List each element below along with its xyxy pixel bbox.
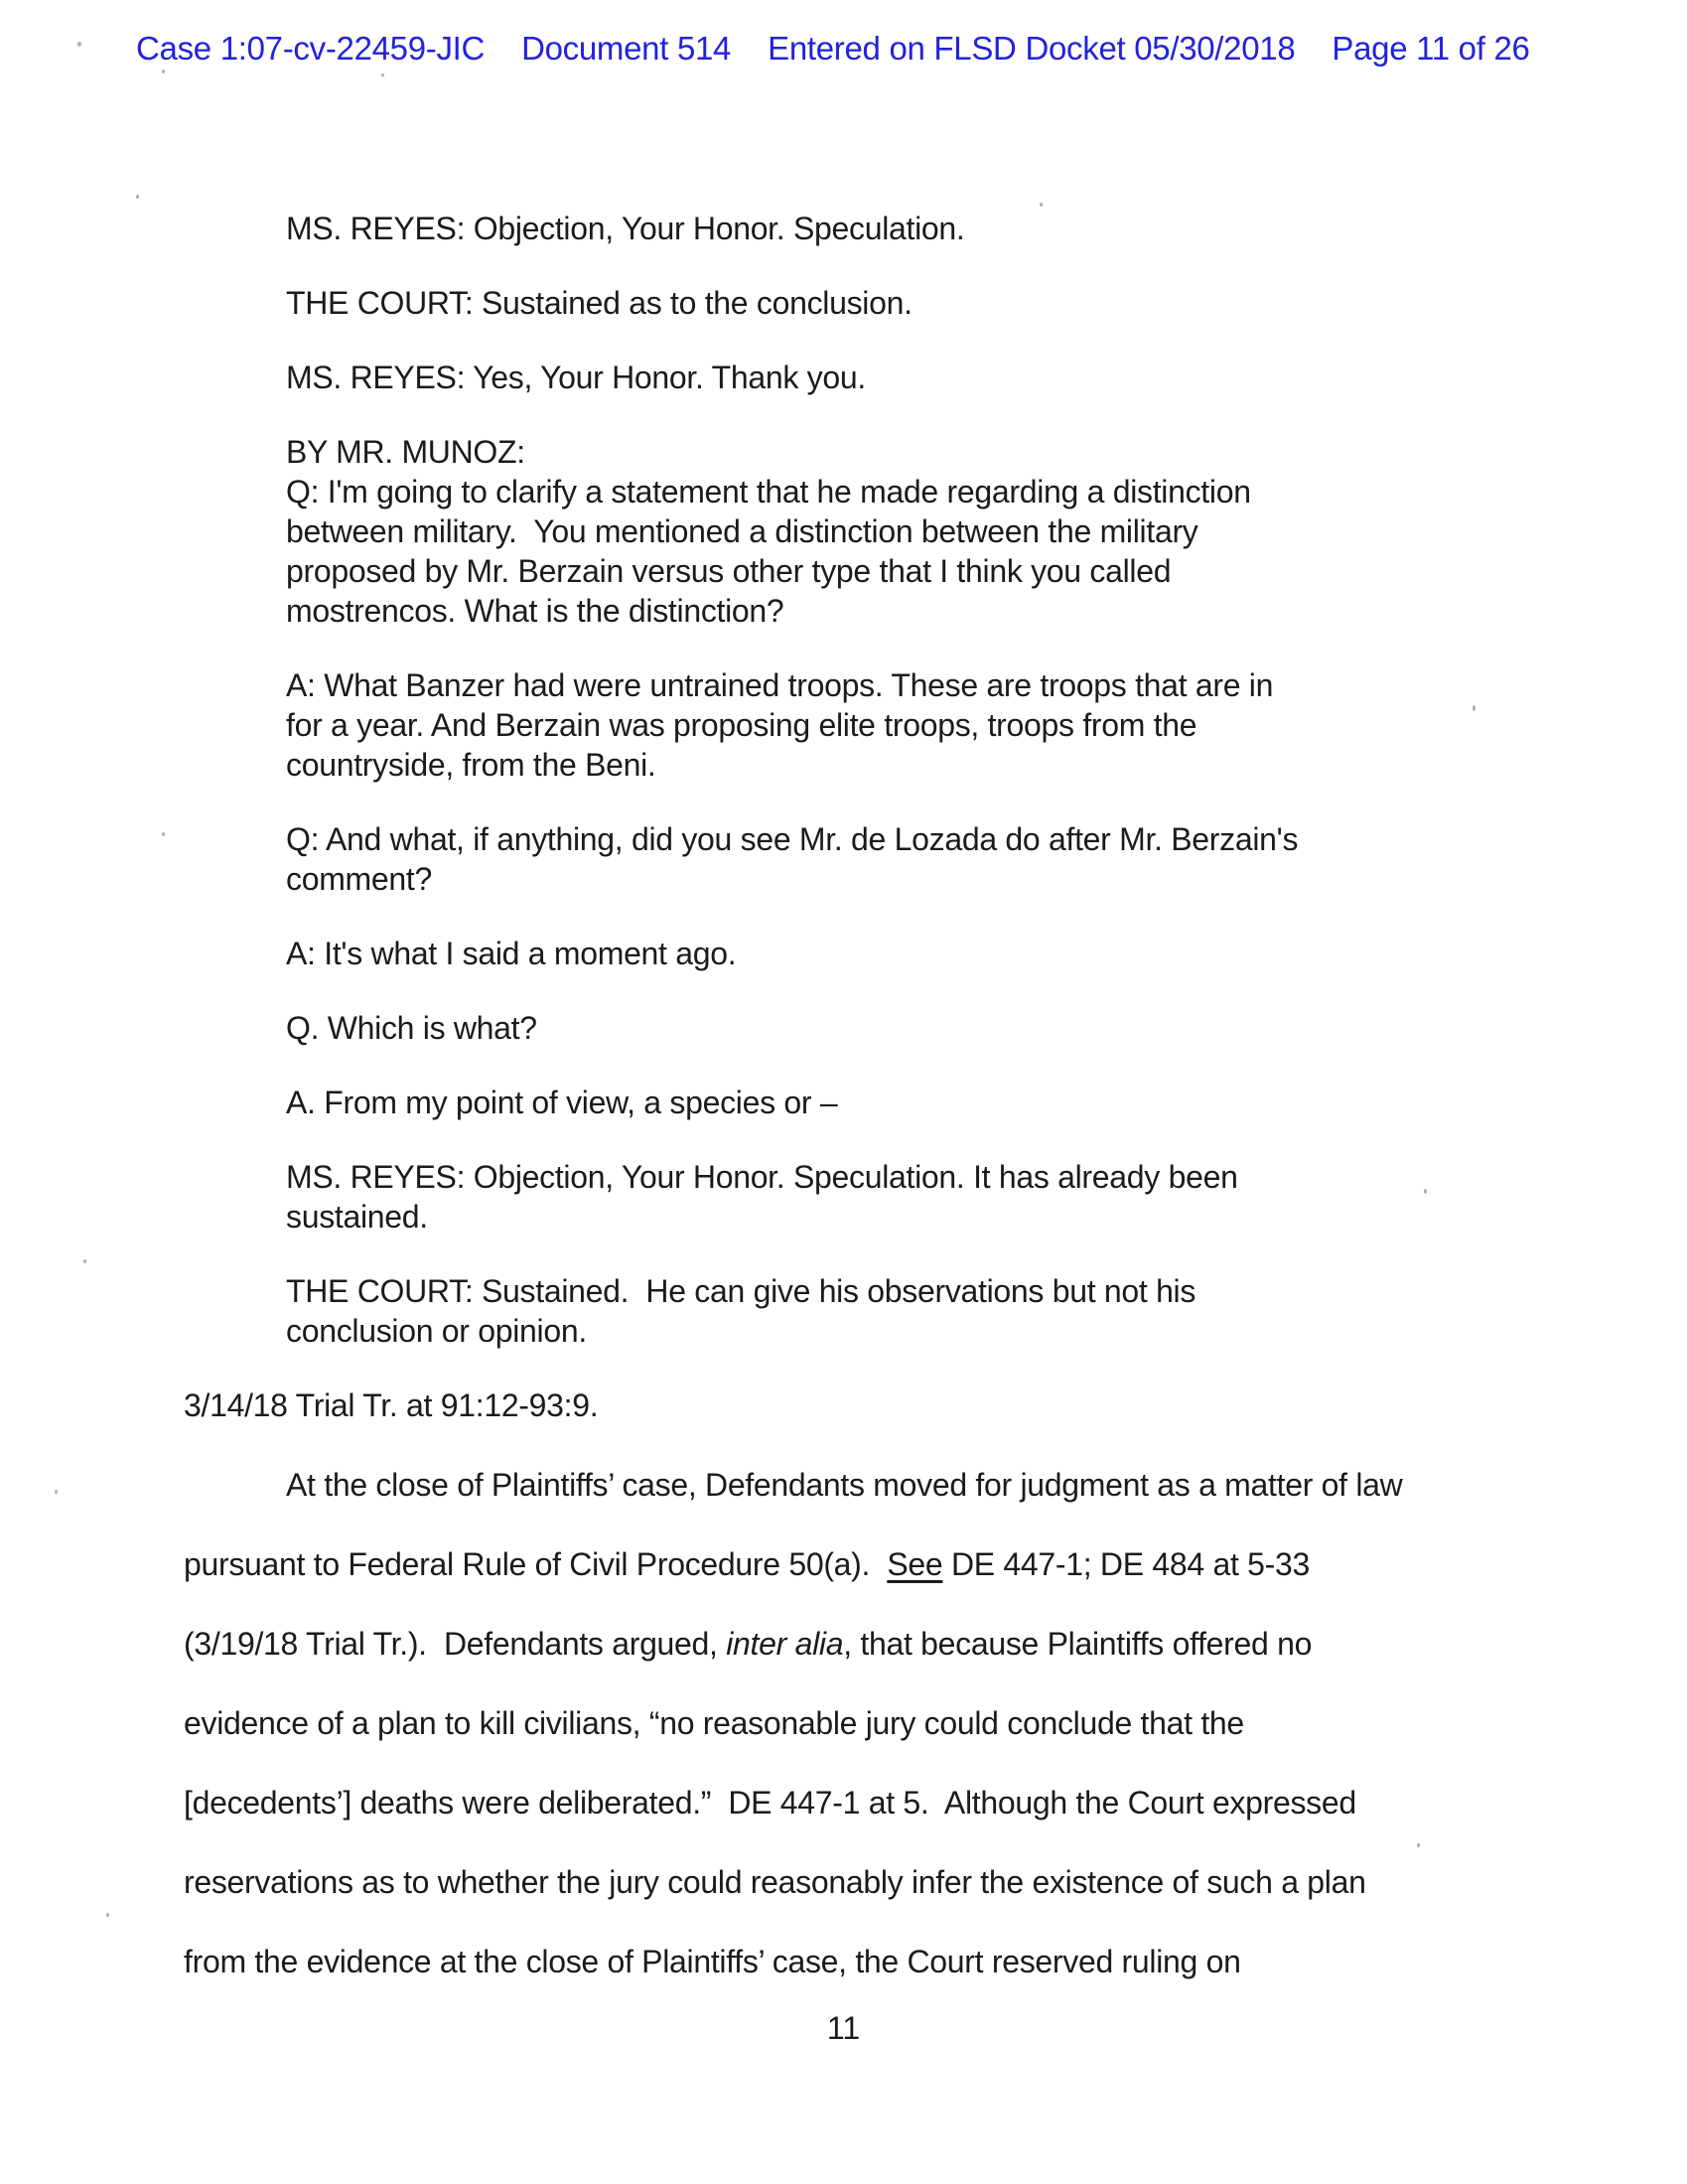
case-header xyxy=(136,30,1530,68)
transcript-line: MS. REYES: Yes, Your Honor. Thank you. xyxy=(286,360,866,395)
transcript-line: proposed by Mr. Berzain versus other type that I think you called xyxy=(286,553,1172,589)
transcript-line: BY MR. MUNOZ: xyxy=(286,434,525,470)
transcript-block xyxy=(286,358,1298,397)
transcript-line: sustained. xyxy=(286,1199,428,1235)
text-segment: DE 447-1; DE 484 at 5-33 xyxy=(942,1546,1310,1582)
header-case-number: Case 1:07-cv-22459-JIC xyxy=(136,30,486,67)
paragraph-line xyxy=(184,1683,1402,1763)
transcript-line: comment? xyxy=(286,861,432,897)
transcript-line: THE COURT: Sustained. He can give his observations but not his xyxy=(286,1273,1196,1309)
paragraph-line xyxy=(184,1604,1402,1683)
italic-text-segment: inter alia xyxy=(726,1626,844,1662)
transcript-line: between military. You mentioned a distinction between the military xyxy=(286,513,1198,549)
transcript-block xyxy=(286,1271,1298,1351)
text-segment: evidence of a plan to kill civilians, “no reasonable jury could conclude that the xyxy=(184,1705,1244,1741)
scan-speckle xyxy=(136,195,139,199)
text-segment: At the close of Plaintiffs’ case, Defendants moved for judgment as a matter of law xyxy=(286,1467,1403,1503)
scan-speckle xyxy=(381,73,384,76)
scan-speckle xyxy=(55,1490,58,1494)
transcript-line: Q: And what, if anything, did you see Mr. de Lozada do after Mr. Berzain's xyxy=(286,821,1299,857)
transcript-line: THE COURT: Sustained as to the conclusion. xyxy=(286,285,913,321)
citation: 3/14/18 Trial Tr. at 91:12-93:9. xyxy=(184,1387,599,1423)
transcript-block xyxy=(286,432,1298,631)
transcript-line: for a year. And Berzain was proposing elite troops, troops from the xyxy=(286,707,1197,743)
paragraph-line xyxy=(184,1763,1402,1842)
transcript-line: A: What Banzer had were untrained troops. These are troops that are in xyxy=(286,667,1274,703)
transcript-line: Q. Which is what? xyxy=(286,1010,537,1046)
transcript-line: Q: I'm going to clarify a statement that he made regarding a distinction xyxy=(286,474,1251,510)
paragraph-line xyxy=(184,1922,1402,2001)
paragraph-line xyxy=(184,1525,1402,1604)
text-segment: (3/19/18 Trial Tr.). Defendants argued, xyxy=(184,1626,727,1662)
transcript-block xyxy=(286,209,1298,248)
underline-text-segment: See xyxy=(887,1546,943,1582)
header-page-count: Page 11 of 26 xyxy=(1332,30,1530,67)
transcript-block xyxy=(286,1008,1298,1048)
text-segment: reservations as to whether the jury could reasonably infer the existence of such a plan xyxy=(184,1864,1366,1900)
text-segment: [decedents’] deaths were deliberated.” DE 447-1 at 5. Although the Court expressed xyxy=(184,1785,1356,1820)
scan-speckle xyxy=(83,1259,86,1263)
body-paragraph xyxy=(184,1445,1402,2001)
transcript-line: MS. REYES: Objection, Your Honor. Speculation. It has already been xyxy=(286,1159,1238,1195)
page-number: 11 xyxy=(826,2010,861,2046)
transcript-block xyxy=(286,819,1298,899)
scan-speckle xyxy=(1473,705,1476,711)
text-segment: from the evidence at the close of Plaintiffs’ case, the Court reserved ruling on xyxy=(184,1944,1241,1979)
transcript-line: conclusion or opinion. xyxy=(286,1313,587,1349)
scan-speckle xyxy=(77,42,81,47)
scan-speckle xyxy=(1424,1189,1427,1194)
transcript-line: A: It's what I said a moment ago. xyxy=(286,936,737,971)
header-document-number: Document 514 xyxy=(521,30,732,67)
header-docket-entry: Entered on FLSD Docket 05/30/2018 xyxy=(768,30,1296,67)
text-segment: pursuant to Federal Rule of Civil Procedure 50(a). xyxy=(184,1546,888,1582)
transcript-block xyxy=(286,1083,1298,1122)
transcript-block xyxy=(286,1157,1298,1237)
scan-speckle xyxy=(162,70,165,73)
transcript-block xyxy=(286,934,1298,973)
transcript-line: mostrencos. What is the distinction? xyxy=(286,593,784,629)
transcript-line: A. From my point of view, a species or – xyxy=(286,1085,838,1120)
scan-speckle xyxy=(162,832,165,836)
text-segment: , that because Plaintiffs offered no xyxy=(843,1626,1313,1662)
scan-speckle xyxy=(1040,203,1043,207)
transcript-line: countryside, from the Beni. xyxy=(286,747,656,783)
paragraph-line xyxy=(184,1445,1402,1525)
transcript-line: MS. REYES: Objection, Your Honor. Speculation. xyxy=(286,211,965,246)
scan-speckle xyxy=(106,1913,109,1917)
transcript-block xyxy=(286,283,1298,323)
paragraph-line xyxy=(184,1842,1402,1922)
transcript xyxy=(286,209,1298,1385)
transcript-block xyxy=(286,665,1298,785)
scan-speckle xyxy=(1417,1843,1420,1847)
